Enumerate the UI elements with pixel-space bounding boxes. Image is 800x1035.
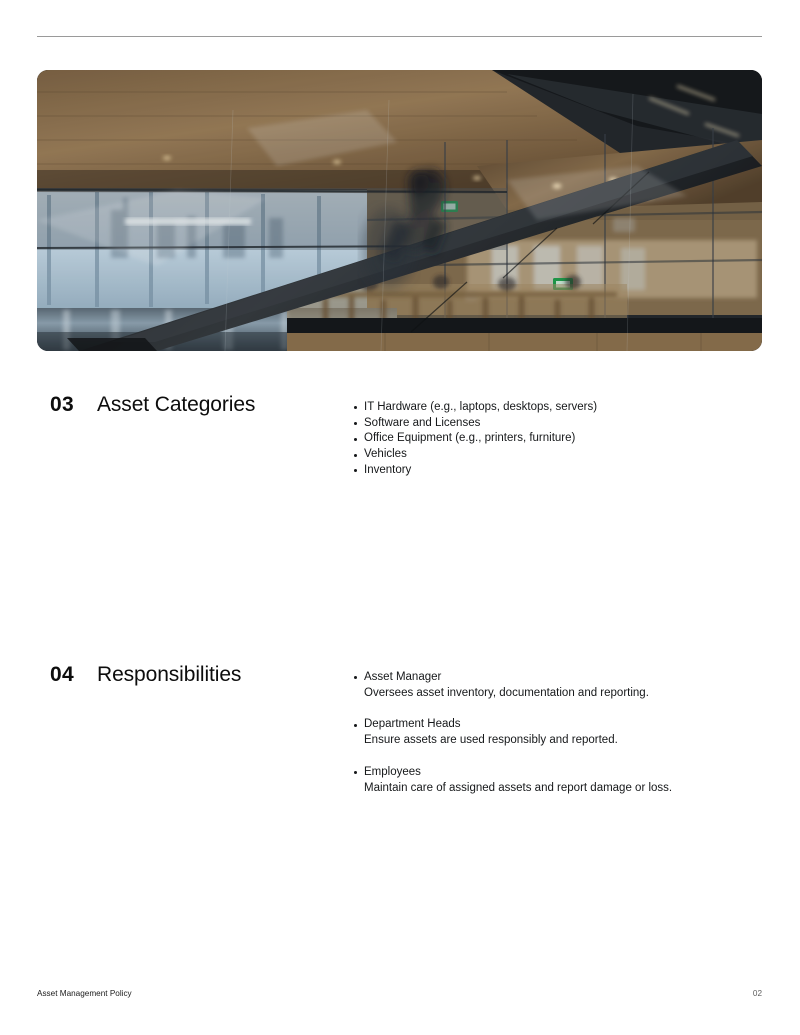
list-item [364, 717, 761, 748]
role-name: Asset Manager [364, 671, 442, 683]
footer-page-number: 02 [752, 989, 762, 998]
role-description: Maintain care of assigned assets and report damage or loss. [364, 781, 673, 794]
section-body [351, 670, 761, 796]
role-name: Department Heads [364, 718, 461, 731]
responsibilities-list [351, 670, 761, 796]
list-item: Vehicles [364, 447, 761, 463]
photo-illustration [37, 70, 762, 351]
office-atrium-photo [37, 70, 762, 351]
list-item [364, 765, 761, 796]
role-description: Oversees asset inventory, documentation and reporting. [364, 686, 649, 699]
section-title: Responsibilities [97, 663, 242, 686]
role-name: Employees [364, 765, 421, 778]
list-item: Office Equipment (e.g., printers, furniture) [364, 431, 761, 447]
list-item [364, 670, 761, 701]
section-number: 04 [50, 663, 74, 686]
section-number: 03 [50, 393, 74, 416]
header-divider [37, 36, 762, 37]
section-title: Asset Categories [97, 393, 256, 416]
footer-document-title: Asset Management Policy [37, 989, 132, 998]
list-item: Software and Licenses [364, 416, 761, 432]
asset-categories-list [351, 400, 761, 479]
list-item: Inventory [364, 463, 761, 479]
role-description: Ensure assets are used responsibly and reported. [364, 734, 618, 747]
list-item: IT Hardware (e.g., laptops, desktops, servers) [364, 400, 761, 416]
section-body [351, 400, 761, 479]
